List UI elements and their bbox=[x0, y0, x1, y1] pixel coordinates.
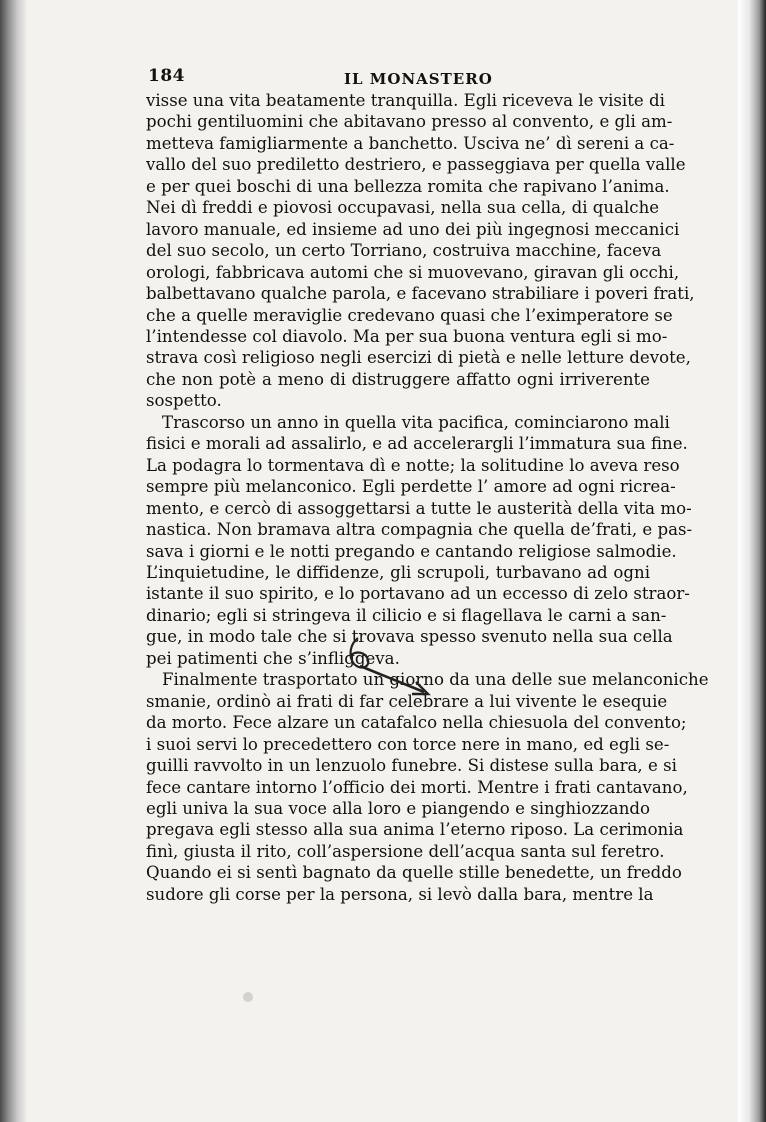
text-line: gue, in modo tale che si trovava spesso svenuto nella sua cella bbox=[146, 627, 673, 647]
text-line: visse una vita beatamente tranquilla. Egli riceveva le visite di bbox=[146, 91, 665, 110]
text-line: i suoi servi lo precedettero con torce nere in mano, ed egli se- bbox=[146, 734, 670, 754]
text-line: sudore gli corse per la persona, si levò dalla bara, mentre la bbox=[146, 884, 654, 904]
text-line: lavoro manuale, ed insieme ad uno dei più ingegnosi meccanici bbox=[146, 219, 680, 239]
text-line: orologi, fabbricava automi che si muovevano, giravan gli occhi, bbox=[146, 262, 680, 282]
book-spine-shadow bbox=[0, 0, 26, 1122]
text-line: strava così religioso negli esercizi di pietà e nelle letture devote, bbox=[146, 348, 691, 368]
text-line: mento, e cercò di assoggettarsi a tutte le austerità della vita mo- bbox=[146, 498, 692, 518]
text-line: sava i giorni e le notti pregando e cantando religiose salmodie. bbox=[146, 541, 677, 561]
text-line: finì, giusta il rito, coll’aspersione dell’acqua santa sul feretro. bbox=[146, 841, 665, 861]
text-line: sempre più melanconico. Egli perdette l’ amore ad ogni ricrea- bbox=[146, 477, 676, 497]
text-line: da morto. Fece alzare un catafalco nella chiesuola del convento; bbox=[146, 713, 687, 733]
text-line: fece cantare intorno l’officio dei morti. Mentre i frati cantavano, bbox=[146, 777, 688, 797]
page-number: 184 bbox=[148, 66, 185, 86]
pen-annotation-mark bbox=[340, 630, 440, 700]
text-line: guilli ravvolto in un lenzuolo funebre. Si distese sulla bara, e si bbox=[146, 756, 677, 776]
text-line: Finalmente trasportato un giorno da una delle sue melanconiche bbox=[162, 670, 709, 690]
text-line: egli univa la sua voce alla loro e piangendo e singhiozzando bbox=[146, 798, 650, 818]
text-line: pregava egli stesso alla sua anima l’eterno riposo. La cerimonia bbox=[146, 820, 684, 840]
text-line: pei patimenti che s’infliggeva. bbox=[146, 648, 400, 668]
text-line: che a quelle meraviglie credevano quasi che l’eximperatore se bbox=[146, 305, 673, 325]
text-line: Quando ei si sentì bagnato da quelle stille benedette, un freddo bbox=[146, 863, 682, 883]
paragraph bbox=[146, 90, 695, 412]
running-title: IL MONASTERO bbox=[344, 70, 493, 88]
page-header bbox=[148, 66, 646, 92]
text-line: sospetto. bbox=[146, 391, 222, 411]
text-line: Nei dì freddi e piovosi occupavasi, nella sua cella, di qualche bbox=[146, 198, 660, 218]
text-line: balbettavano qualche parola, e facevano strabiliare i poveri frati, bbox=[146, 284, 695, 304]
text-line: L’inquietudine, le diffidenze, gli scrupoli, turbavano ad ogni bbox=[146, 562, 650, 582]
text-line: La podagra lo tormentava dì e notte; la solitudine lo aveva reso bbox=[146, 455, 680, 475]
text-line: e per quei boschi di una bellezza romita che rapivano l’anima. bbox=[146, 176, 670, 196]
text-line: pochi gentiluomini che abitavano presso al convento, e gli am- bbox=[146, 112, 673, 132]
text-line: dinario; egli si stringeva il cilicio e si flagellava le carni a san- bbox=[146, 605, 667, 625]
text-line: nastica. Non bramava altra compagnia che quella de’frati, e pas- bbox=[146, 520, 693, 540]
text-line: del suo secolo, un certo Torriano, costruiva macchine, faceva bbox=[146, 241, 662, 261]
text-line: Trascorso un anno in quella vita pacifica, cominciarono mali bbox=[162, 412, 670, 432]
page-edge-shadow bbox=[738, 0, 766, 1122]
text-line: l’intendesse col diavolo. Ma per sua buona ventura egli si mo- bbox=[146, 326, 668, 346]
text-line: smanie, ordinò ai frati di far celebrare a lui vivente le esequie bbox=[146, 691, 668, 711]
text-line: che non potè a meno di distruggere affatto ogni irriverente bbox=[146, 369, 650, 389]
text-line: vallo del suo prediletto destriero, e passeggiava per quella valle bbox=[146, 155, 686, 175]
text-line: istante il suo spirito, e lo portavano ad un eccesso di zelo straor- bbox=[146, 584, 690, 604]
paragraph bbox=[146, 669, 709, 905]
text-line: fisici e morali ad assalirlo, e ad accelerargli l’immatura sua fine. bbox=[146, 434, 688, 454]
ink-smudge bbox=[243, 992, 253, 1002]
body-text bbox=[146, 90, 709, 905]
text-line: metteva famigliarmente a banchetto. Usciva ne’ dì sereni a ca- bbox=[146, 133, 675, 153]
